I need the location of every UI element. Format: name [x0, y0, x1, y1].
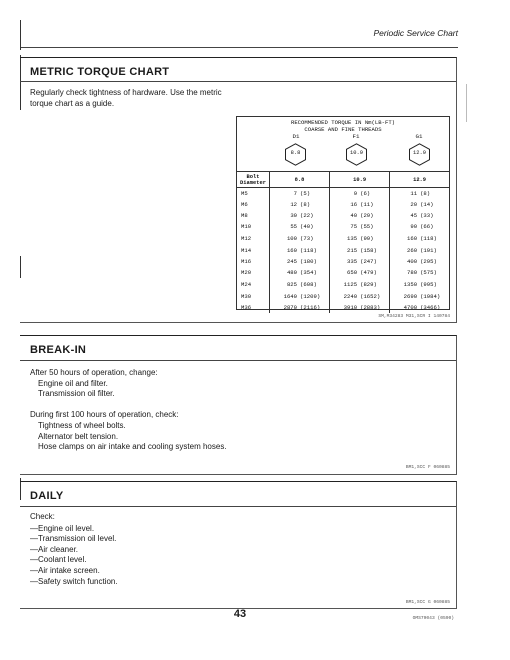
torque-cell	[390, 221, 449, 232]
daily-section	[20, 481, 457, 609]
torque-nm-value: 20	[410, 201, 418, 209]
torque-lbft-value: (99)	[360, 235, 374, 243]
instruction-line: Tightness of wheel bolts.	[38, 420, 126, 430]
torque-nm-value: 135	[347, 235, 358, 243]
torque-cell	[270, 232, 330, 245]
table-row	[237, 256, 449, 267]
torque-lbft-value: (29)	[360, 212, 374, 220]
torque-nm-value: 90	[410, 223, 418, 231]
bolt-size-cell: M30	[237, 291, 270, 302]
torque-nm-value: 160	[286, 246, 298, 254]
torque-cell	[330, 232, 390, 245]
table-row	[237, 278, 449, 291]
instruction-line: Engine oil and filter.	[38, 378, 108, 388]
torque-table	[237, 171, 449, 313]
hex-label: 12.9	[413, 150, 426, 156]
torque-lbft-value: (995)	[420, 280, 437, 288]
bolt-size-cell: M20	[237, 267, 270, 278]
table-row	[237, 199, 449, 210]
table-row	[237, 232, 449, 245]
torque-nm-value: 100	[286, 235, 298, 243]
scan-mark	[466, 84, 467, 122]
bolt-size-cell: M36	[237, 302, 270, 313]
torque-nm-value: 480	[286, 269, 298, 277]
column-header: 8.8	[270, 172, 330, 188]
torque-lbft-value: (3466)	[420, 303, 441, 311]
torque-lbft-value: (40)	[300, 223, 314, 231]
bolt-size-cell: M16	[237, 256, 270, 267]
torque-nm-value: 1125	[343, 280, 358, 288]
torque-lbft-value: (11)	[360, 201, 374, 209]
torque-nm-value: 16	[350, 201, 358, 209]
check-item: —Air cleaner.	[30, 544, 79, 554]
torque-cell	[390, 302, 449, 313]
torque-cell	[270, 278, 330, 291]
torque-lbft-value: (158)	[360, 246, 377, 254]
break-in-text	[30, 368, 227, 453]
torque-nm-value: 75	[350, 223, 358, 231]
torque-cell	[390, 210, 449, 221]
torque-cell	[330, 302, 390, 313]
torque-nm-value: 215	[347, 246, 358, 254]
torque-cell	[330, 278, 390, 291]
torque-nm-value: 650	[347, 269, 358, 277]
torque-lbft-value: (14)	[420, 201, 434, 209]
torque-cell	[330, 291, 390, 302]
title-rule	[20, 81, 456, 82]
table-row	[237, 291, 449, 302]
torque-lbft-value: (55)	[360, 223, 374, 231]
torque-cell	[390, 278, 449, 291]
instruction-line: After 50 hours of operation, change:	[30, 368, 158, 377]
torque-lbft-value: (575)	[420, 269, 437, 277]
check-heading: Check:	[30, 512, 55, 521]
column-header: 12.9	[390, 172, 449, 188]
torque-lbft-value: (22)	[300, 212, 314, 220]
torque-nm-value: 245	[286, 258, 298, 266]
torque-lbft-value: (247)	[360, 258, 377, 266]
page-number: 43	[233, 608, 247, 620]
instruction-line: Alternator belt tension.	[38, 431, 119, 441]
hex-label: 10.9	[350, 150, 363, 156]
torque-cell	[390, 188, 449, 200]
torque-cell	[390, 291, 449, 302]
bolt-size-cell: M24	[237, 278, 270, 291]
bolt-size-cell: M8	[237, 210, 270, 221]
bolt-size-cell: M6	[237, 199, 270, 210]
daily-check-list	[30, 512, 118, 587]
chart-subheading: COARSE AND FINE THREADS	[304, 126, 382, 133]
torque-cell	[390, 245, 449, 256]
torque-nm-value: 40	[350, 212, 358, 220]
torque-cell	[330, 256, 390, 267]
reference-code: SM,M34283 M31,SCR I 140784	[378, 314, 450, 319]
break-in-section	[20, 335, 457, 475]
left-margin-bar	[20, 20, 21, 50]
instruction-line: Transmission oil filter.	[38, 389, 115, 399]
torque-nm-value: 780	[406, 269, 418, 277]
grade-label: D1	[292, 133, 300, 140]
intro-text	[30, 88, 222, 109]
reference-code: BM1,SCC F 060885	[405, 465, 450, 470]
torque-cell	[270, 210, 330, 221]
torque-nm-value: 400	[406, 258, 418, 266]
bolt-size-cell: M5	[237, 188, 270, 200]
torque-lbft-value: (1984)	[420, 292, 441, 300]
torque-lbft-value: (180)	[300, 258, 317, 266]
torque-lbft-value: (118)	[420, 235, 437, 243]
hex-bolt-head-icon	[284, 143, 307, 166]
torque-nm-value: 1640	[283, 292, 298, 300]
hex-bolt-head-icon	[345, 143, 368, 166]
hex-bolt-head-icon	[408, 143, 431, 166]
torque-lbft-value: (8)	[300, 201, 311, 209]
torque-nm-value: 45	[410, 212, 418, 220]
torque-cell	[330, 199, 390, 210]
torque-lbft-value: (118)	[300, 246, 317, 254]
torque-cell	[270, 302, 330, 313]
torque-cell	[330, 267, 390, 278]
section-title: METRIC TORQUE CHART	[30, 66, 170, 78]
torque-lbft-value: (354)	[300, 269, 317, 277]
instruction-line	[30, 400, 227, 411]
bolt-size-cell: M12	[237, 232, 270, 245]
column-header: 10.9	[330, 172, 390, 188]
title-rule	[20, 506, 456, 507]
page-header: Periodic Service Chart	[373, 28, 458, 38]
torque-cell	[270, 199, 330, 210]
torque-cell	[270, 221, 330, 232]
bolt-size-cell: M14	[237, 245, 270, 256]
reference-code: BM1,SCC G 060885	[405, 600, 450, 605]
torque-cell	[390, 232, 449, 245]
torque-chart	[236, 116, 450, 310]
torque-nm-value: 2240	[343, 292, 358, 300]
torque-cell	[390, 256, 449, 267]
torque-cell	[270, 267, 330, 278]
torque-lbft-value: (5)	[300, 190, 311, 198]
check-item: —Air intake screen.	[30, 565, 100, 575]
torque-nm-value: 2690	[403, 292, 418, 300]
torque-cell	[390, 267, 449, 278]
grade-label: F1	[352, 133, 360, 140]
torque-lbft-value: (2116)	[300, 303, 321, 311]
bolt-size-cell: M10	[237, 221, 270, 232]
torque-nm-value: 2870	[283, 303, 298, 311]
grade-label: G1	[415, 133, 423, 140]
torque-nm-value: 55	[290, 223, 298, 231]
section-title: DAILY	[30, 490, 64, 502]
torque-nm-value: 825	[286, 280, 298, 288]
table-row	[237, 245, 449, 256]
torque-nm-value: 11	[410, 190, 418, 198]
torque-nm-value: 4700	[403, 303, 418, 311]
torque-cell	[330, 210, 390, 221]
check-item: —Coolant level.	[30, 555, 87, 565]
check-item: —Engine oil level.	[30, 523, 95, 533]
check-item: —Transmission oil level.	[30, 534, 117, 544]
torque-cell	[270, 188, 330, 200]
table-row	[237, 221, 449, 232]
table-header-row	[237, 172, 449, 188]
intro-line: Regularly check tightness of hardware. Use the metric	[30, 88, 222, 97]
header-rule	[20, 47, 458, 48]
table-row	[237, 210, 449, 221]
torque-lbft-value: (479)	[360, 269, 377, 277]
instruction-line: Hose clamps on air intake and cooling system hoses.	[38, 442, 227, 452]
torque-nm-value: 7	[293, 190, 298, 198]
torque-cell	[330, 221, 390, 232]
torque-nm-value: 9	[353, 190, 358, 198]
torque-cell	[390, 199, 449, 210]
torque-table-body	[237, 188, 449, 313]
table-row	[237, 302, 449, 313]
torque-cell	[330, 245, 390, 256]
hex-label: 8.8	[290, 150, 301, 156]
title-rule	[20, 360, 456, 361]
column-header: Bolt Diameter	[237, 172, 270, 188]
torque-cell	[330, 188, 390, 200]
torque-nm-value: 335	[347, 258, 358, 266]
torque-lbft-value: (73)	[300, 235, 314, 243]
torque-nm-value: 12	[290, 201, 298, 209]
torque-nm-value: 3910	[343, 303, 358, 311]
section-title: BREAK-IN	[30, 344, 87, 356]
check-item: —Safety switch function.	[30, 576, 118, 586]
intro-line: torque chart as a guide.	[30, 98, 115, 108]
table-row	[237, 188, 449, 200]
document-code: OMS79043 (0590)	[412, 616, 454, 621]
torque-lbft-value: (1209)	[300, 292, 321, 300]
torque-nm-value: 30	[290, 212, 298, 220]
torque-lbft-value: (66)	[420, 223, 434, 231]
torque-lbft-value: (33)	[420, 212, 434, 220]
torque-lbft-value: (6)	[360, 190, 371, 198]
instruction-line: During first 100 hours of operation, check:	[30, 410, 179, 420]
torque-lbft-value: (191)	[420, 246, 437, 254]
torque-lbft-value: (8)	[420, 190, 431, 198]
torque-lbft-value: (608)	[300, 280, 317, 288]
torque-lbft-value: (829)	[360, 280, 377, 288]
torque-nm-value: 160	[406, 235, 418, 243]
torque-cell	[270, 291, 330, 302]
torque-nm-value: 260	[406, 246, 418, 254]
torque-lbft-value: (2883)	[360, 303, 381, 311]
torque-lbft-value: (1652)	[360, 292, 381, 300]
torque-nm-value: 1350	[403, 280, 418, 288]
chart-heading: RECOMMENDED TORQUE IN Nm(LB-FT)	[290, 119, 396, 126]
torque-lbft-value: (295)	[420, 258, 437, 266]
table-row	[237, 267, 449, 278]
torque-cell	[270, 245, 330, 256]
torque-cell	[270, 256, 330, 267]
